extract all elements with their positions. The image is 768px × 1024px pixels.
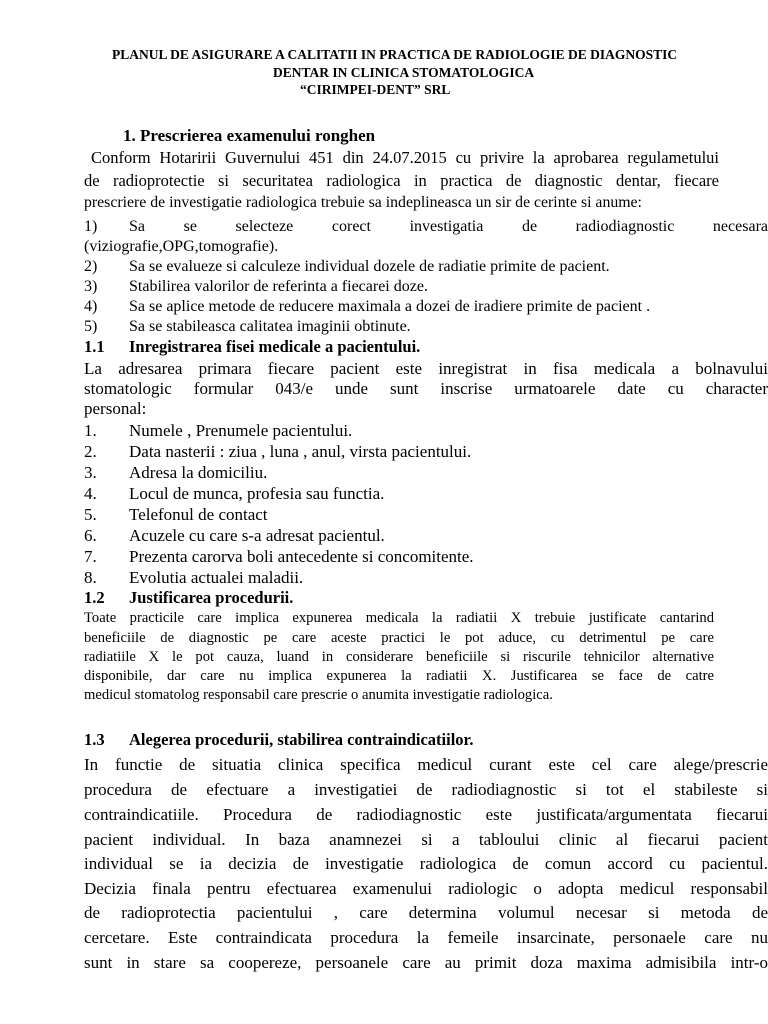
s1-item-4-text: Sa se aplice metode de reducere maximala a dozei de iradiere primite de pacient . (129, 298, 651, 315)
s11-item-5-number: 5. (84, 505, 97, 524)
section-1-1-number: 1.1 (84, 337, 105, 356)
s1-paragraph-line-3: prescriere de investigatie radiologica trebuie sa indeplineasca un sir de cerinte si anume: (84, 194, 642, 211)
s11-item-2-text: Data nasterii : ziua , luna , anul, virsta pacientului. (129, 442, 472, 461)
s13-line-7: de radioprotectia pacientului , care determina volumul necesar si metoda de (84, 903, 768, 922)
s1-item-4-number: 4) (84, 298, 98, 315)
s1-item-1-continuation: (viziografie,OPG,tomografie). (84, 238, 279, 255)
s13-line-3: contraindicatiile. Procedura de radiodiagnostic este justificata/argumentata fiecarui (84, 805, 768, 824)
s11-item-5-text: Telefonul de contact (129, 505, 268, 524)
section-1-2-heading: Justificarea procedurii. (129, 588, 294, 607)
s12-line-4: disponibile, dar care nu implica expunerea la radiatii X. Justificarea se face de catre (84, 668, 714, 684)
s1-item-1-number: 1) (84, 218, 98, 235)
s13-line-5: individual se ia decizia de investigatie radiologica de comun accord cu pacientul. (84, 854, 768, 873)
s11-item-7-text: Prezenta carorva boli antecedente si concomitente. (129, 547, 474, 566)
s11-item-4-number: 4. (84, 484, 97, 503)
s11-item-8-text: Evolutia actualei maladii. (129, 568, 304, 587)
s11-item-6-text: Acuzele cu care s-a adresat pacientul. (129, 526, 385, 545)
s11-item-6-number: 6. (84, 526, 97, 545)
s13-line-4: pacient individual. In baza anamnezei si a tabloului clinic al fiecarui pacient (84, 830, 768, 849)
s11-item-8-number: 8. (84, 568, 97, 587)
section-1-3-heading: Alegerea procedurii, stabilirea contraindicatiilor. (129, 730, 474, 749)
s1-item-5-text: Sa se stabileasca calitatea imaginii obtinute. (129, 318, 411, 335)
s11-item-3-number: 3. (84, 463, 97, 482)
s1-item-1-text: Sa se selecteze corect investigatia de radiodiagnostic necesara (129, 218, 768, 235)
s1-item-2-text: Sa se evalueze si calculeze individual dozele de radiatie primite de pacient. (129, 258, 610, 275)
s1-paragraph-line-2: de radioprotectie si securitatea radiologica in practica de diagnostic dentar, fiecare (84, 171, 719, 190)
s11-item-1-text: Numele , Prenumele pacientului. (129, 421, 353, 440)
s12-line-3: radiatiile X le pot cauza, luand in considerare beneficiile si riscurile tehnicilor alternative (84, 649, 714, 665)
s11-item-4-text: Locul de munca, profesia sau functia. (129, 484, 385, 503)
s11-item-1-number: 1. (84, 421, 97, 440)
s13-line-1: In functie de situatia clinica specifica medicul curant este cel care alege/prescrie (84, 755, 768, 774)
s11-item-3-text: Adresa la domiciliu. (129, 463, 268, 482)
s11-paragraph-line-2: stomatologic formular 043/e unde sunt inscrise urmatoarele date cu character (84, 379, 768, 398)
s1-item-3-number: 3) (84, 278, 98, 295)
s13-line-2: procedura de efectuare a investigatiei de radiodiagnostic si tot el stabileste si (84, 780, 768, 799)
s13-line-9: sunt in stare sa coopereze, persoanele care au primit doza maxima admisibila intr-o (84, 953, 768, 972)
section-1-heading: 1. Prescrierea examenului ronghen (123, 126, 376, 145)
s12-line-1: Toate practicile care implica expunerea medicala la radiatii X trebuie justificate cantarind (84, 610, 714, 626)
s1-item-3-text: Stabilirea valorilor de referinta a fiecarei doze. (129, 278, 428, 295)
s1-paragraph-line-1: Conform Hotaririi Guvernului 451 din 24.07.2015 cu privire la aprobarea regulametului (91, 148, 719, 167)
s1-item-5-number: 5) (84, 318, 98, 335)
s11-item-7-number: 7. (84, 547, 97, 566)
header-line-1: PLANUL DE ASIGURARE A CALITATII IN PRACTICA DE RADIOLOGIE DE DIAGNOSTIC (112, 47, 678, 62)
s11-paragraph-line-3: personal: (84, 399, 147, 418)
s12-line-5: medicul stomatolog responsabil care prescrie o anumita investigatie radiologica. (84, 687, 553, 703)
s1-item-2-number: 2) (84, 258, 98, 275)
section-1-2-number: 1.2 (84, 588, 105, 607)
s12-line-2: beneficiile de diagnostic pe care aceste practici le pot aduce, cu detrimentul pe care (84, 630, 714, 646)
section-1-3-number: 1.3 (84, 730, 105, 749)
header-line-2: DENTAR IN CLINICA STOMATOLOGICA (273, 65, 535, 80)
header-line-3: “CIRIMPEI-DENT” SRL (300, 82, 451, 97)
s11-paragraph-line-1: La adresarea primara fiecare pacient este inregistrat in fisa medicala a bolnavului (84, 359, 768, 378)
s13-line-6: Decizia finala pentru efectuarea examenului radiologic o adopta medicul responsabil (84, 879, 768, 898)
s13-line-8: cercetare. Este contraindicata procedura la femeile insarcinate, personaele care nu (84, 928, 768, 947)
section-1-1-heading: Inregistrarea fisei medicale a pacientului. (129, 337, 421, 356)
s11-item-2-number: 2. (84, 442, 97, 461)
